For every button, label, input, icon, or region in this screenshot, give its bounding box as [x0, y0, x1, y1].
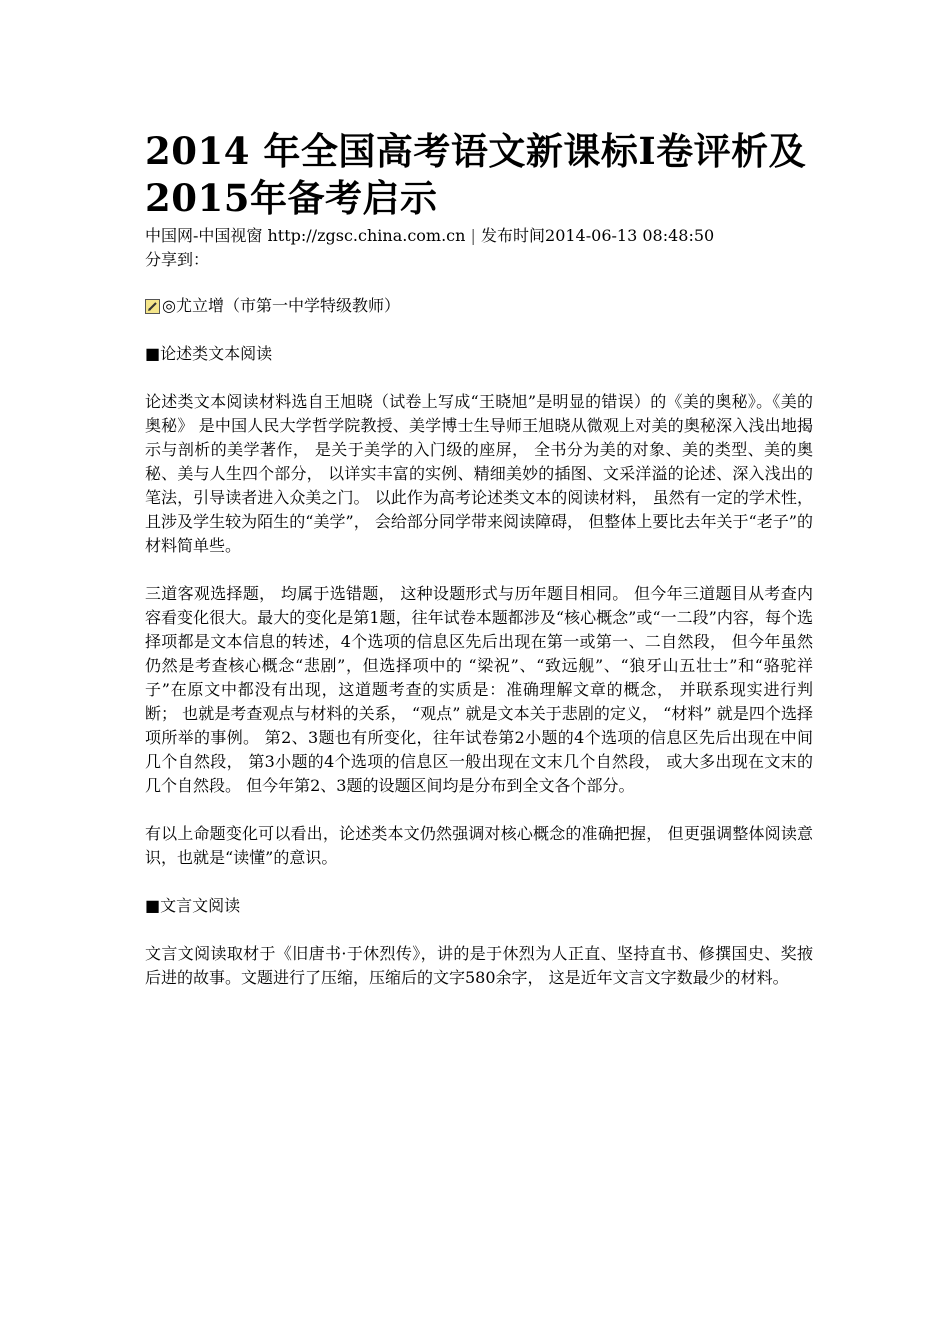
section-heading-classical: ■文言文阅读 [145, 896, 241, 915]
paragraph: 三道客观选择题， 均属于选错题， 这种设题形式与历年题目相同。 但今年三道题目从考查内容看变化很大。最大的变化是第1题，往年试卷本题都涉及“核心概念”或“一二段”内容，每个选择项都是文本信息的转述，4个选项的信息区先后出现在第一或第一、二自然段， 但今年虽然仍然是考查核心概念“悲剧”，但选择项中的 “梁祝”、“致远舰”、“狼牙山五壮士”和“骆驼祥子”在原文中都没有出现，这道题考查的实质是：准确理解文章的概念， 并联系现实进行判断； 也就是考查观点与材料的关系， “观点” 就是文本关于悲剧的定义， “材料” 就是四个选择项所举的事例。 第2、3题也有所变化，往年试卷第2小题的4个选项的信息区先后出现在中间几个自然段， 第3小题的4个选项的信息区一般出现在文末几个自然段， 或大多出现在文末的几个自然段。 但今年第2、3题的设题区间均是分布到全文各个部分。 [145, 584, 813, 795]
paragraph: 文言文阅读取材于《旧唐书·于休烈传》，讲的是于休烈为人正直、坚持直书、修撰国史、奖掖后进的故事。文题进行了压缩，压缩后的文字580余字， 这是近年文言文字数最少的材料。 [145, 944, 813, 987]
article-meta [145, 224, 813, 248]
article [145, 128, 813, 990]
share-label[interactable]: 分享到： [145, 250, 210, 269]
meta-separator: | [470, 226, 476, 245]
article-title: 2014 年全国高考语文新课标Ⅰ卷评析及2015年备考启示 [145, 129, 807, 220]
section-heading-argument: ■论述类文本阅读 [145, 344, 273, 363]
publish-time: 发布时间2014-06-13 08:48:50 [481, 226, 715, 245]
pencil-icon [145, 299, 160, 314]
author-name: ◎尤立增（市第一中学特级教师） [162, 296, 400, 315]
paragraph: 有以上命题变化可以看出，论述类本文仍然强调对核心概念的准确把握， 但更强调整体阅读意识，也就是“读懂”的意识。 [145, 824, 813, 867]
author-line [145, 294, 813, 318]
paragraph: 论述类文本阅读材料选自王旭晓（试卷上写成“王晓旭”是明显的错误）的《美的奥秘》。《美的奥秘》 是中国人民大学哲学院教授、美学博士生导师王旭晓从微观上对美的奥秘深入浅出地揭示与剖析的美学著作， 是关于美学的入门级的座屏， 全书分为美的对象、美的类型、美的奥秘、美与人生四个部分， 以详实丰富的实例、精细美妙的插图、文采洋溢的论述、深入浅出的笔法，引导读者进入众美之门。 以此作为高考论述类文本的阅读材料， 虽然有一定的学术性， 且涉及学生较为陌生的“美学”， 会给部分同学带来阅读障碍， 但整体上要比去年关于“老子”的材料简单些。 [145, 392, 813, 555]
article-source: 中国网-中国视窗 http://zgsc.china.com.cn [145, 226, 466, 245]
